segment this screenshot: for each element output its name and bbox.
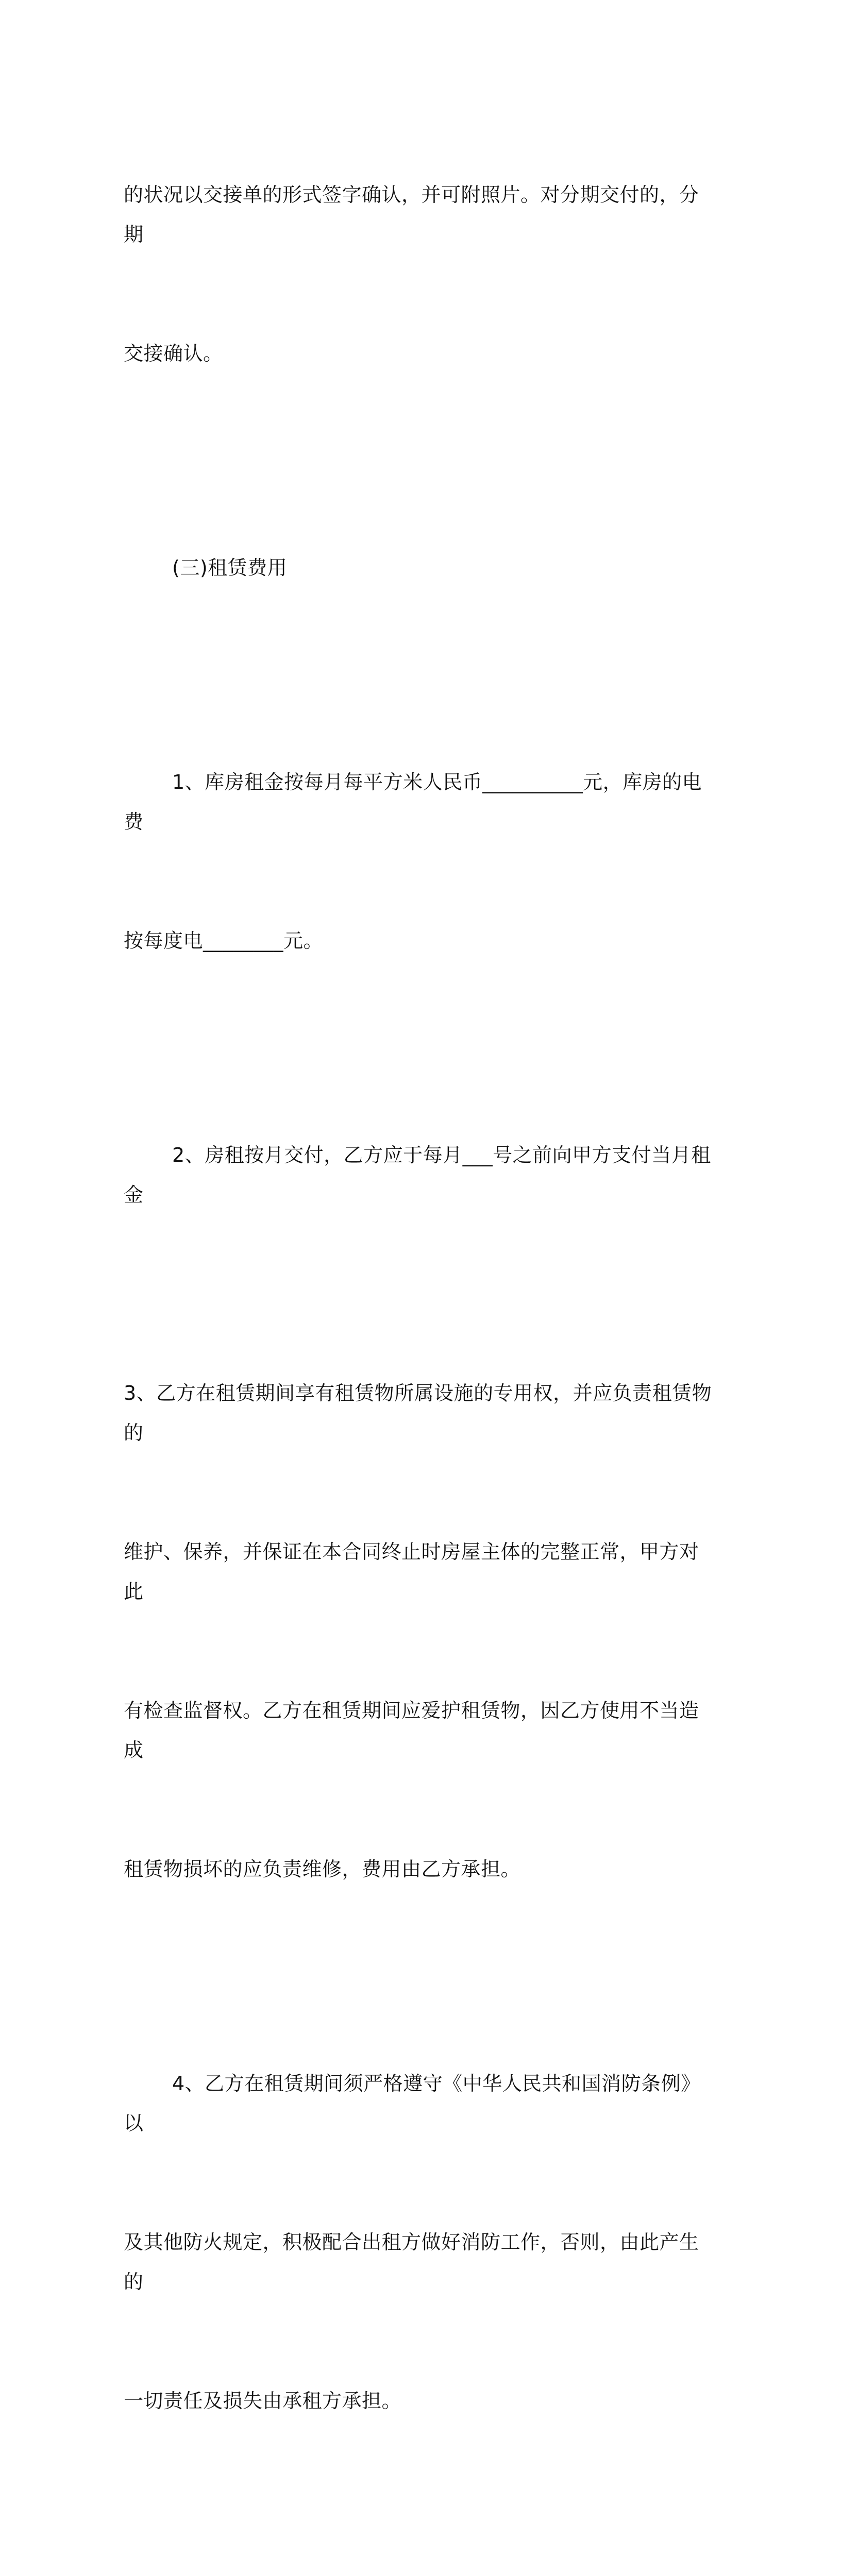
text-line: 4、乙方在租赁期间须严格遵守《中华人民共和国消防条例》以: [124, 2072, 701, 2134]
section-heading-rental-fees: [124, 469, 716, 667]
heading-text: (三)租赁费用: [172, 556, 288, 579]
paragraph-clause-5: [124, 2516, 716, 2576]
text-line: 按每度电________元。: [124, 929, 324, 952]
text-line: 维护、保养，并保证在本合同终止时房屋主体的完整正常，甲方对此: [124, 1540, 699, 1603]
paragraph-handover-continuation: [124, 96, 716, 453]
text-line: 2、房租按月交付，乙方应于每月___号之前向甲方支付当月租金: [124, 1144, 711, 1206]
document-body: [124, 96, 716, 2576]
text-line: 有检查监督权。乙方在租赁期间应爱护租赁物，因乙方使用不当造成: [124, 1699, 699, 1761]
paragraph-clause-2: [124, 1056, 716, 1294]
text-line: 及其他防火规定，积极配合出租方做好消防工作，否则，由此产生的: [124, 2231, 699, 2293]
text-line: 一切责任及损失由承租方承担。: [124, 2389, 402, 2412]
paragraph-clause-1: [124, 683, 716, 1040]
text-line: 1、库房租金按每月每平方米人民币__________元，库房的电费: [124, 771, 702, 833]
text-line: 租赁物损坏的应负责维修，费用由乙方承担。: [124, 1858, 521, 1880]
text-line: 的状况以交接单的形式签字确认，并可附照片。对分期交付的，分期: [124, 183, 699, 246]
paragraph-clause-3: [124, 1294, 716, 1969]
paragraph-clause-4: [124, 1985, 716, 2500]
text-line: 3、乙方在租赁期间享有租赁物所属设施的专用权，并应负责租赁物的: [124, 1382, 712, 1444]
text-line: 交接确认。: [124, 342, 223, 365]
